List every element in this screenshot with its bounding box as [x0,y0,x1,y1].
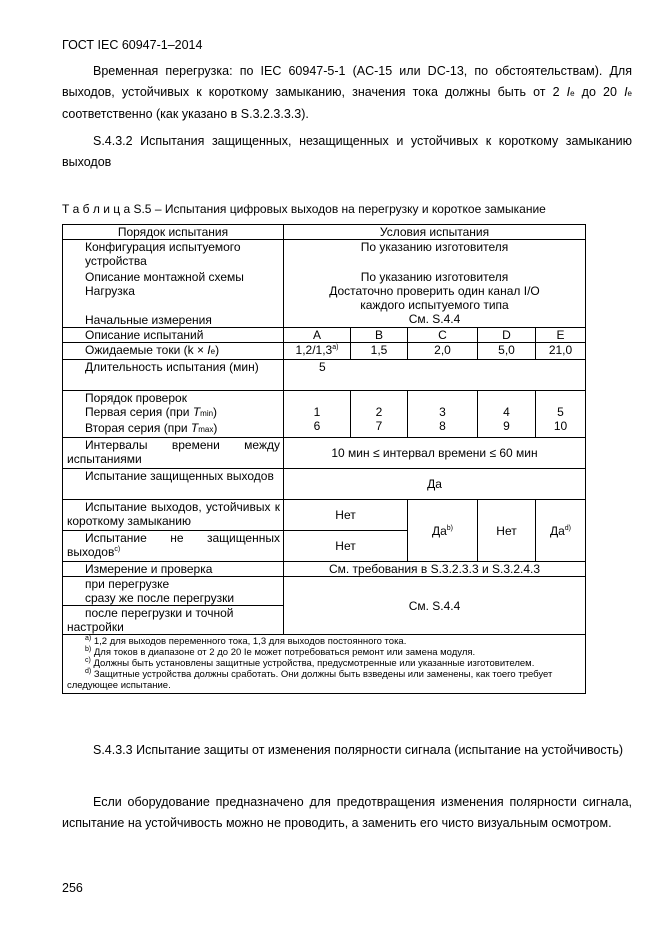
table-row [63,328,586,343]
note-d-mark: d) [85,667,92,675]
note-b-mark: b) [85,645,92,653]
header-order: Порядок испытания [63,225,284,240]
s1-e: 5 [557,405,564,419]
overload-during-label: при перегрузке [85,577,170,591]
load-value: Достаточно проверить один канал I/O каждого испытуемого типа [329,284,540,312]
current-e: 21,0 [536,343,586,360]
c-col-note: b) [446,524,454,532]
table-row [63,360,586,391]
table-s5 [62,224,586,694]
series1-t: T [192,405,201,419]
table-row [63,577,586,635]
series1-sub: min [200,409,214,418]
config-value: По указанию изготовителя [360,240,509,254]
d-col-value: Нет [478,500,536,562]
table-row [63,240,586,328]
unprotected-label: Испытание не защищенных выходов [67,531,280,559]
paragraph-overload [62,61,632,125]
overload-value: См. S.4.4 [284,577,586,635]
note-b: Для токов в диапазоне от 2 до 20 Ie может потребоваться ремонт или замена модуля. [91,647,476,658]
col-a: A [284,328,351,343]
shortcircuit-label: Испытание выходов, устойчивых к короткому замыканию [67,500,280,528]
current-a: 1,2/1,3 [295,343,333,357]
s1-a: 1 [313,405,321,419]
s2-b: 7 [375,419,383,433]
section-heading-s433: S.4.3.3 Испытание защиты от изменения полярности сигнала (испытание на устойчивость) [93,743,624,757]
init-label: Начальные измерения [85,313,212,327]
table-caption: Т а б л и ц а S.5 – Испытания цифровых выходов на перегрузку и короткое замыкание [62,202,546,216]
series1-label: Первая серия (при [85,405,193,419]
config-label: Конфигурация испытуемого устройства [85,240,241,268]
shortcircuit-value: Нет [284,500,408,531]
paragraph-overload-to: до [574,85,596,99]
s2-d: 9 [503,419,510,433]
note-c: Должны быть установлены защитные устройства, предусмотренные или указанные изготовителем. [90,658,535,669]
table-row [63,343,586,360]
mount-value: По указанию изготовителя [360,270,509,284]
note-c-mark: c) [85,656,91,664]
current-label-end: ) [215,343,220,357]
col-d: D [478,328,536,343]
ie-symbol: I [566,85,571,99]
s2-e: 10 [553,419,568,433]
section-heading-s432: S.4.3.2 Испытания защищенных, незащищенных и устойчивых к короткому замыканию выходов [62,134,632,169]
series2-label: Вторая серия (при [85,421,191,435]
interval-value: 10 мин ≤ интервал времени ≤ 60 мин [284,438,586,469]
table-notes-row [63,635,586,694]
series2-t: T [190,421,199,435]
col-e: E [536,328,586,343]
table-row [63,562,586,577]
measure-value: См. требования в S.3.2.3.3 и S.3.2.4.3 [284,562,586,577]
protected-label: Испытание защищенных выходов [85,469,274,483]
mount-label: Описание монтажной схемы [85,270,244,284]
series1-end: ) [213,405,218,419]
col-c: C [408,328,478,343]
series2-sub: max [198,425,214,434]
ie-subscript: e [570,89,575,98]
overload-tune-label: после перегрузки и точной настройки [63,605,283,634]
load-label: Нагрузка [85,284,135,298]
c-col-value: Да [431,523,447,538]
current-c: 2,0 [408,343,478,360]
paragraph-overload-line3b: соответственно (как указано в S.3.2.3.3.3). [62,107,309,121]
ie-subscript-2: e [627,89,632,98]
note-d: Защитные устройства должны сработать. Они должны быть взведены или заменены, как тоего требует следующее испытание. [67,669,553,691]
current-a-note: a) [332,344,339,351]
paragraph-overload-line1: Временная перегрузка: по IEC 60947-5-1 (AC-15 или DC-13, по обстоятельствам). [93,64,603,78]
note-a-mark: a) [85,634,92,642]
s1-d: 4 [503,405,510,419]
duration-value: 5 [284,360,586,391]
page-number: 256 [62,881,83,895]
paragraph-polarity: Если оборудование предназначено для предотвращения изменения полярности сигнала, испытание на устойчивость можно не проводить, а заменить его чисто визуальным осмотром. [62,795,632,830]
current-ie: I [207,343,211,357]
table-row [63,438,586,469]
s1-b: 2 [375,405,383,419]
duration-label: Длительность испытания (мин) [85,360,259,374]
table-row [63,391,586,438]
current-d: 5,0 [478,343,536,360]
e-col-value: Да [549,523,565,538]
order-label: Порядок проверок [85,391,187,405]
ie-symbol-2: I [624,85,628,99]
init-value: См. S.4.4 [408,312,461,326]
current-b: 1,5 [351,343,408,360]
note-a: 1,2 для выходов переменного тока, 1,3 для выходов постоянного тока. [91,636,407,647]
overload-after-label: сразу же после перегрузки [85,591,235,605]
current-label: Ожидаемые токи (k × [85,343,208,357]
paragraph-overload-line2: Для выходов, устойчивых к короткому замыканию, значения тока должны быть от 2 [62,64,632,99]
document-header: ГОСТ IEC 60947-1–2014 [62,38,203,52]
current-ie-sub: e [210,347,216,356]
unprotected-value: Нет [284,531,408,562]
table-row [63,469,586,500]
measure-label: Измерение и проверка [63,562,284,577]
table-row [63,500,586,531]
s2-a: 6 [313,419,321,433]
col-b: B [351,328,408,343]
s1-c: 3 [439,405,446,419]
s2-c: 8 [439,419,446,433]
paragraph-overload-line3a: 20 [603,85,625,99]
desc-label: Описание испытаний [63,328,284,343]
table-header-row [63,225,586,240]
e-col-note: d) [564,524,572,532]
series2-end: ) [213,421,218,435]
protected-value: Да [284,469,586,500]
interval-label: Интервалы времени между испытаниями [67,438,280,466]
header-conditions: Условия испытания [284,225,586,240]
unprotected-note: c) [114,546,121,553]
